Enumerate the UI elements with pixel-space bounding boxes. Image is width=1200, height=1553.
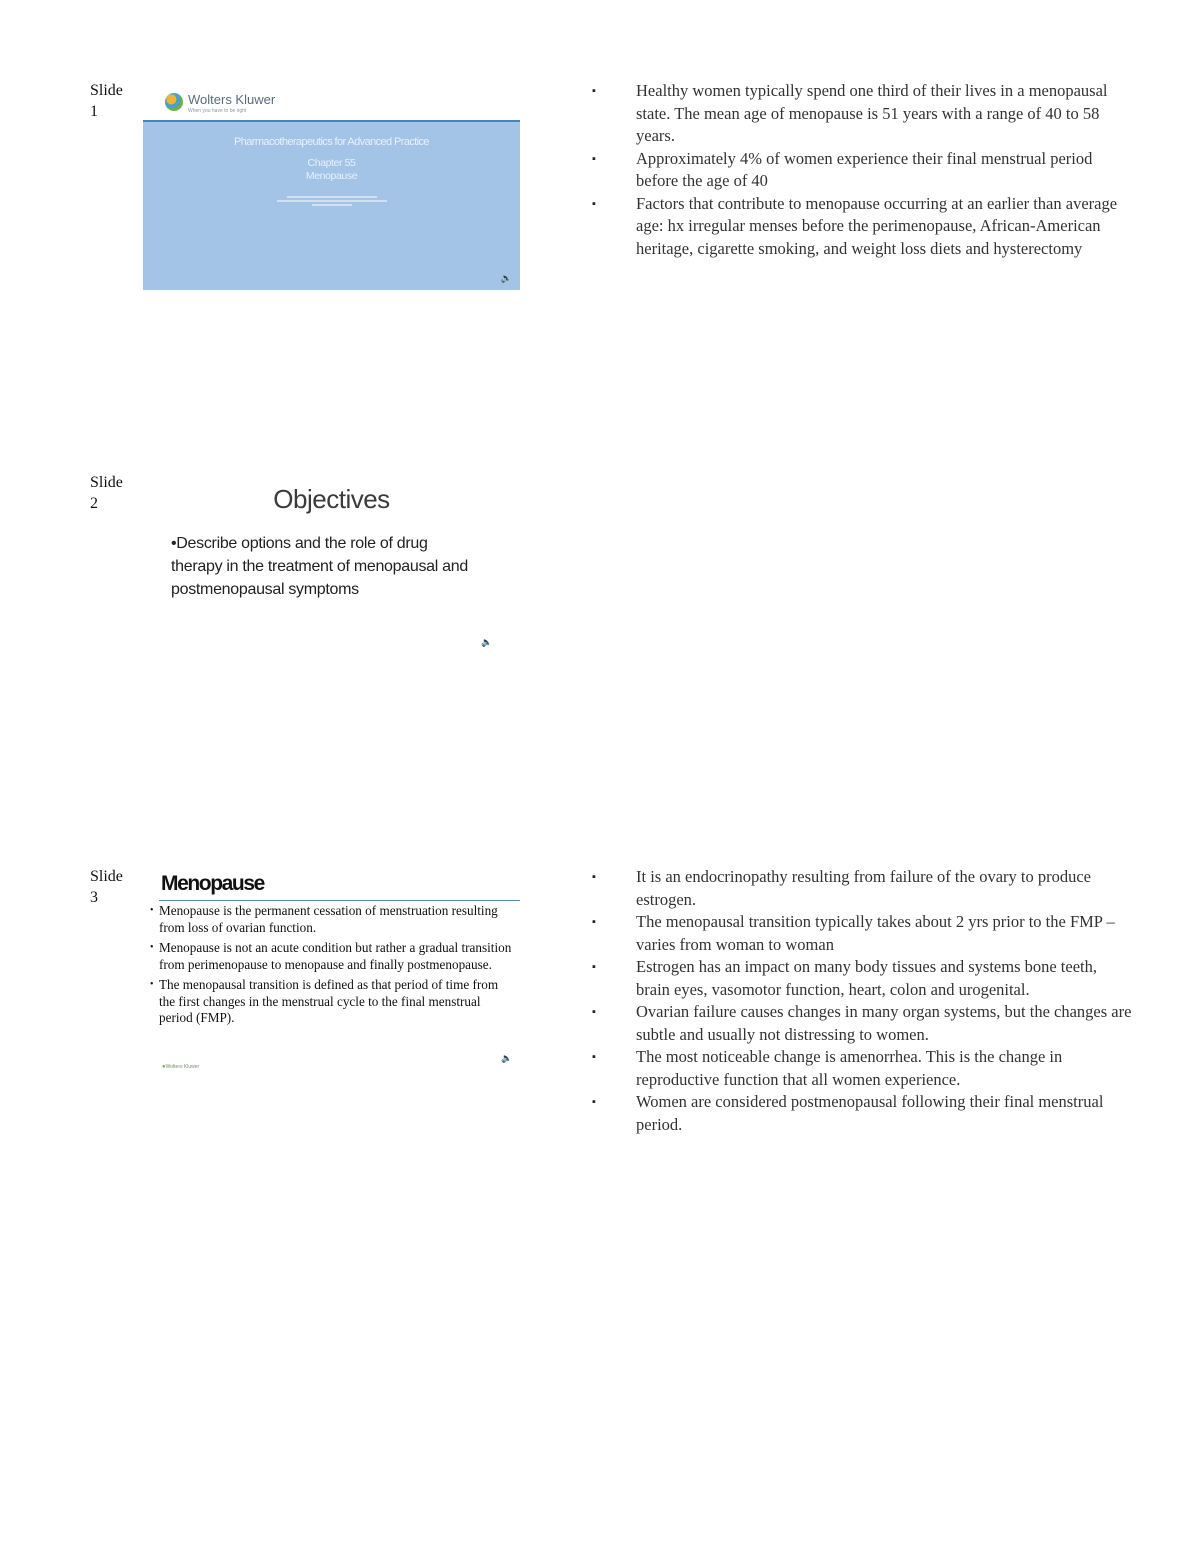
- note-item: ▪ Women are considered postmenopausal following their final menstrual period.: [592, 1091, 1132, 1136]
- slide-chapter: [143, 157, 520, 183]
- slide-bullet: • Menopause is not an acute condition but rather a gradual transition from perimenopause to menopause and finally postmenopause.: [150, 940, 515, 973]
- chapter-subtitle: Menopause: [305, 170, 358, 182]
- slide-bullet: •Describe options and the role of drug therapy in the treatment of menopausal and postmenopausal symptoms: [171, 535, 468, 598]
- slide-title: Objectives: [273, 484, 390, 514]
- logo-text: Wolters Kluwer: [188, 92, 276, 107]
- speaker-icon[interactable]: 🔈: [481, 638, 493, 648]
- slide-title: Pharmacotherapeutics for Advanced Practice: [234, 136, 429, 148]
- note-item: ▪ Approximately 4% of women experience their final menstrual period before the age of 40: [592, 148, 1132, 193]
- note-item: ▪ The most noticeable change is amenorrhea. This is the change in reproductive function that all women experience.: [592, 1046, 1132, 1091]
- wolters-kluwer-logo-icon: [165, 93, 183, 111]
- note-item: ▪ It is an endocrinopathy resulting from failure of the ovary to produce estrogen.: [592, 866, 1132, 911]
- note-item: ▪ Healthy women typically spend one third of their lives in a menopausal state. The mean age of menopause is 51 years with a range of 40 to 58 years.: [592, 80, 1132, 148]
- speaker-icon[interactable]: 🔈: [500, 274, 512, 284]
- author-lines: [143, 196, 520, 206]
- slide-bullet: • The menopausal transition is defined as that period of time from the first changes in the menstrual cycle to the final menstrual period (FMP).: [150, 977, 515, 1027]
- chapter-number: Chapter 55: [307, 157, 356, 169]
- slide-label: Slide 1: [90, 82, 123, 120]
- slide-1-notes: [592, 80, 1132, 260]
- speaker-icon[interactable]: 🔈: [501, 1054, 513, 1064]
- note-item: ▪ Ovarian failure causes changes in many organ systems, but the changes are subtle and usually not distressing to women.: [592, 1001, 1132, 1046]
- note-item: ▪ The menopausal transition typically takes about 2 yrs prior to the FMP – varies from woman to woman: [592, 911, 1132, 956]
- note-item: ▪ Factors that contribute to menopause occurring at an earlier than average age: hx irregular menses before the perimenopause, African-American heritage, cigarette smoking, and weight loss diets and hysterectomy: [592, 193, 1132, 261]
- slide-bullets: [150, 903, 515, 1031]
- slide-3-thumbnail[interactable]: [143, 870, 520, 1080]
- slide-bullet: • Menopause is the permanent cessation of menstruation resulting from loss of ovarian function.: [150, 903, 515, 936]
- slide-1-thumbnail[interactable]: [143, 88, 520, 290]
- note-item: ▪ Estrogen has an impact on many body tissues and systems bone teeth, brain eyes, vasomotor function, heart, colon and urogenital.: [592, 956, 1132, 1001]
- title-divider: [159, 900, 520, 901]
- slide-label: Slide 2: [90, 474, 123, 512]
- slide-label: Slide 3: [90, 868, 123, 906]
- slide-2-thumbnail[interactable]: [143, 480, 520, 660]
- logo-tagline: When you have to be right: [188, 108, 247, 114]
- slide-3-notes: [592, 866, 1132, 1136]
- footer-logo: ● Wolters Kluwer: [162, 1064, 199, 1070]
- slide-title: Menopause: [161, 872, 264, 895]
- slide-header: [143, 88, 520, 120]
- slide-title-area: [143, 120, 520, 290]
